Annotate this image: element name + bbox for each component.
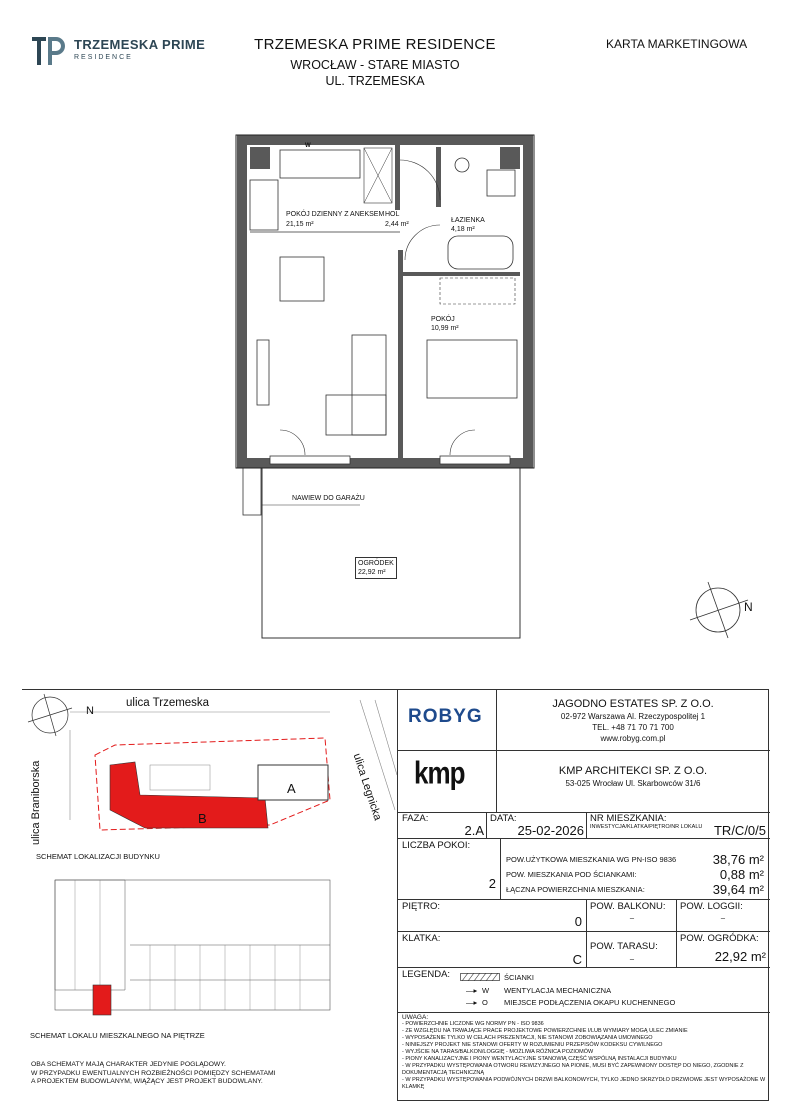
compass-n-site: N (86, 705, 94, 717)
note-line: - ZE WZGLĘDU NA TRWAJĄCE PRACE PROJEKTOWE POWIERZCHNIE I/LUB WYMIARY MOGĄ ULEC ZMIANIE (402, 1028, 688, 1034)
room-hall-area: 2,44 m² (385, 221, 409, 228)
room-hall-name: HOL (385, 211, 400, 218)
street-left: ulica Braniborska (30, 760, 42, 845)
company2-name: KMP ARCHITEKCI SP. Z O.O. (558, 765, 708, 777)
document-type: KARTA MARKETINGOWA (606, 37, 748, 51)
company1-address: 02-972 Warszawa Al. Rzeczypospolitej 1 (560, 712, 706, 721)
balkon-label: POW. BALKONU: (590, 901, 666, 912)
info-table (397, 689, 769, 1101)
section-divider (22, 689, 397, 690)
room-living-name: POKÓJ DZIENNY Z ANEKSEM (286, 211, 385, 218)
sofa (352, 335, 386, 435)
logo-sub: RESIDENCE (74, 54, 133, 61)
pow-sk-label: POW. MIESZKANIA POD ŚCIANKAMI: (506, 870, 637, 879)
loggia-label: POW. LOGGII: (680, 901, 743, 912)
note-line: - W PRZYPADKU WYSTĘPOWANIA OTWORU REWIZYJNEGO NA PIONIE, MUSI BYĆ ZAPEWNIONY DOSTĘP DO NIEGO, ZGODNIE Z DOKUMENTACJĄ TECHNICZNĄ (402, 1063, 744, 1076)
bathtub (448, 236, 513, 269)
pokoi-label: LICZBA POKOI: (402, 840, 471, 851)
pietro-value: 0 (574, 914, 582, 929)
pow-uz-value: 38,76 m² (712, 852, 764, 867)
disclaimer-line: W PRZYPADKU EWENTUALNYCH ROZBIEŻNOŚCI POMIĘDZY SCHEMATAMI (31, 1069, 276, 1077)
room-garden-area: 22,92 m² (358, 569, 386, 576)
company1-web: www.robyg.com.pl (600, 734, 666, 743)
note-line: - WYJŚCIE NA TARAS/BALKON/LOGGIĘ - MOŻLIWA RÓŻNICA POZIOMÓW (402, 1049, 594, 1055)
room-garden-name: OGRÓDEK (358, 560, 394, 567)
hatch-icon (460, 973, 500, 981)
klatka-label: KLATKA: (402, 933, 441, 944)
garden-outline (262, 463, 520, 638)
kitchen-counter (280, 150, 360, 178)
room-living-area: 21,15 m² (286, 221, 314, 228)
company1-name: JAGODNO ESTATES SP. Z O.O. (552, 698, 714, 710)
building-b-label: B (198, 811, 207, 826)
note-line: - NINIEJSZY PROJEKT NIE STANOWI OFERTY W ROZUMIENIU PRZEPISÓW KODEKSU CYWILNEGO (402, 1042, 663, 1048)
ogrodek-value: 22,92 m² (714, 949, 766, 964)
dining-table (280, 257, 324, 301)
room-bedroom-name: POKÓJ (431, 316, 455, 323)
compass-n-plan: N (744, 600, 753, 614)
klatka-value: C (572, 952, 582, 967)
street-right: ulica Legnicka (350, 752, 384, 823)
faza-value: 2.A (464, 823, 484, 838)
floor-schematic-label: SCHEMAT LOKALU MIESZKALNEGO NA PIĘTRZE (30, 1031, 205, 1040)
pow-lacz-label: ŁĄCZNA POWIERZCHNIA MIESZKANIA: (506, 885, 645, 894)
bed (427, 340, 517, 398)
kmp-logo: kmp (414, 754, 465, 791)
taras-label: POW. TARASU: (590, 941, 658, 952)
divider (398, 750, 770, 751)
site-schematic-label: SCHEMAT LOKALIZACJI BUDYNKU (36, 852, 160, 861)
company1-phone: TEL. +48 71 70 71 700 (592, 723, 674, 732)
nr-sublabel: INWESTYCJA/KLATKA/PIĘTRO/NR LOKALU (590, 824, 703, 830)
room-bath-name: ŁAZIENKA (451, 217, 485, 224)
page-title: TRZEMESKA PRIME RESIDENCE (254, 36, 496, 53)
pokoi-value: 2 (488, 876, 496, 891)
outer-walls (242, 140, 528, 463)
pow-uz-label: POW.UŻYTKOWA MIESZKANIA WG PN-ISO 9836 (506, 855, 677, 864)
robyg-logo: ROBYG (408, 706, 483, 727)
street-line: UL. TRZEMESKA (325, 74, 425, 88)
building-b (110, 762, 268, 828)
garage-vent (243, 463, 261, 515)
street-top: ulica Trzemeska (126, 697, 210, 709)
notes-title: UWAGA: (402, 1014, 429, 1021)
legend-item: WENTYLACJA MECHANICZNA (504, 986, 612, 995)
tv-cabinet (257, 340, 269, 405)
legend-item: MIEJSCE PODŁĄCZENIA OKAPU KUCHENNEGO (504, 998, 676, 1007)
shaft-left (250, 147, 270, 169)
pow-lacz-value: 39,64 m² (712, 882, 764, 897)
garage-vent-label: NAWIEW DO GARAŻU (292, 495, 365, 502)
window-living (270, 456, 350, 464)
room-garden-label (355, 557, 397, 579)
note-line: - WYPOSAŻENIE TYLKO W CELACH PREZENTACJI, NIE STANOWI ZOBOWIĄZANIA UMOWNEGO (402, 1035, 653, 1041)
wall-bath-bottom (400, 272, 520, 276)
location-line: WROCŁAW - STARE MIASTO (290, 58, 460, 72)
disclaimer (31, 1061, 276, 1087)
toilet (455, 158, 469, 172)
notes (402, 1014, 766, 1091)
legend-arrow-o: —▸ (466, 998, 478, 1007)
stove (250, 180, 278, 230)
room-bath-area: 4,18 m² (451, 226, 475, 233)
ogrodek-label: POW. OGRÓDKA: (680, 933, 759, 944)
window-bedroom (440, 456, 510, 464)
balkon-value: – (629, 913, 635, 922)
logo-name: TRZEMESKA PRIME (74, 37, 206, 52)
note-line: - W PRZYPADKU WYSTĘPOWANIA PODWÓJNYCH DRZWI BALKONOWYCH, TYLKO JEDNO SKRZYDŁO DRZWIOWE JEST WYPOSAŻONE W KLAMKĘ (402, 1077, 766, 1090)
compass-rose-plan (690, 582, 748, 638)
disclaimer-line: A PROJEKTEM BUDOWLANYM, WIĄŻĄCY JEST PROJEKT BUDOWLANY. (31, 1078, 263, 1085)
note-line: - POWIERZCHNIE LICZONE WG NORMY PN - ISO 9836 (402, 1021, 544, 1027)
disclaimer-line: OBA SCHEMATY MAJĄ CHARAKTER JEDYNIE POGLĄDOWY. (31, 1061, 226, 1068)
legend-sym: W (482, 986, 490, 995)
note-line: - PIONY KANALIZACYJNE I PIONY WENTYLACYJNE STANOWIĄ CZĘŚĆ WSPÓLNĄ INSTALACJI BUDYNKU (402, 1056, 677, 1062)
nr-value: TR/C/0/5 (713, 823, 766, 838)
data-value: 25-02-2026 (517, 823, 584, 838)
building-a-label: A (287, 781, 296, 796)
washbasin (487, 170, 515, 196)
pietro-label: PIĘTRO: (402, 901, 441, 912)
vent-mark: W (305, 143, 311, 149)
shaft-right (500, 147, 520, 169)
company2-address: 53-025 Wrocław Ul. Skarbowców 31/6 (565, 779, 701, 788)
loggia-value: – (720, 913, 726, 922)
faza-label: FAZA: (402, 813, 429, 824)
legend-item: ŚCIANKI (504, 973, 535, 982)
pow-sk-value: 0,88 m² (719, 867, 764, 882)
room-bedroom-area: 10,99 m² (431, 325, 459, 332)
nr-label: NR MIESZKANIA: (590, 813, 667, 824)
wall-mid (398, 250, 403, 460)
unit-highlight (93, 985, 111, 1015)
data-label: DATA: (490, 813, 517, 824)
legend-label: LEGENDA: (402, 969, 451, 980)
taras-value: – (629, 954, 635, 963)
legend-sym: O (482, 998, 488, 1007)
legend-arrow-w: —▸ (466, 986, 478, 995)
